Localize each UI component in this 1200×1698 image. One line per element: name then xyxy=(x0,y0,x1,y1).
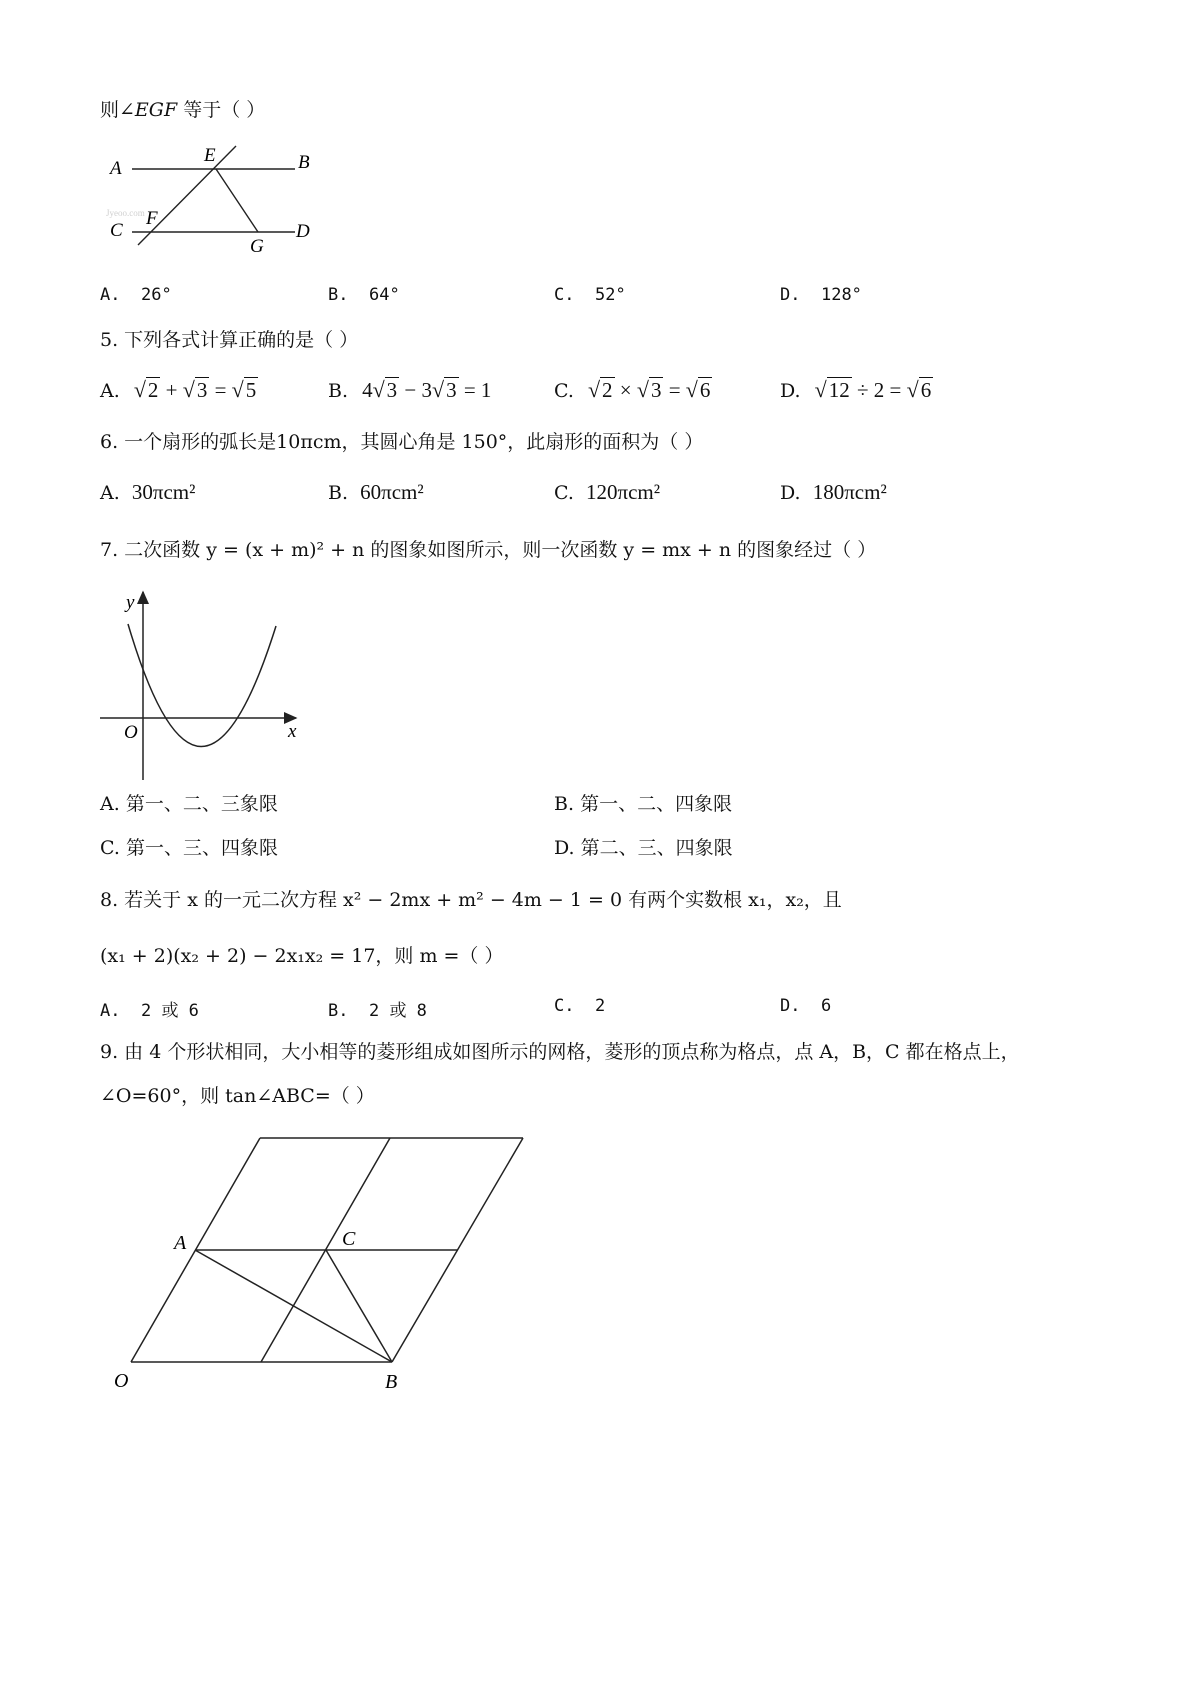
q9-stem-line2: ∠O=60°，则 tan∠ABC=（ ） xyxy=(100,1085,375,1107)
q4-option-d: D. 128° xyxy=(780,285,862,305)
label-origin: O xyxy=(124,722,138,743)
q8-stem-line1: 8. 若关于 x 的一元二次方程 x² − 2mx + m² − 4m − 1 = 0 有两个实数根 x₁，x₂，且 xyxy=(100,889,842,911)
q7-option-a: A. 第一、二、三象限 xyxy=(100,793,278,815)
segment-eg xyxy=(216,169,258,232)
label-b: B xyxy=(385,1371,398,1393)
parabola xyxy=(128,624,276,747)
q5-option-d-math: √12 ÷ 2 = √6 xyxy=(814,377,932,402)
q7-stem: 7. 二次函数 y = (x + m)² + n 的图象如图所示，则一次函数 y = mx + n 的图象经过（ ） xyxy=(100,539,877,561)
q5-option-c: C. √2 × √3 = √6 xyxy=(554,377,711,402)
label-e: E xyxy=(204,145,216,166)
q4-option-c: C. 52° xyxy=(554,285,626,305)
label-y: y xyxy=(126,592,135,613)
q5-stem: 5. 下列各式计算正确的是（ ） xyxy=(100,329,359,351)
label-o: O xyxy=(114,1370,129,1392)
q7-figure xyxy=(90,580,320,790)
q8-option-a: A. 2 或 6 xyxy=(100,1001,199,1021)
q5-option-b: B. 4√3 − 3√3 = 1 xyxy=(328,377,492,402)
segment-ab xyxy=(195,1250,392,1362)
label-b: B xyxy=(298,152,310,173)
q6-stem: 6. 一个扇形的弧长是10πcm，其圆心角是 150°，此扇形的面积为（ ） xyxy=(100,431,704,453)
q6-option-d: D. 180πcm² xyxy=(780,480,887,504)
q7-option-b: B. 第一、二、四象限 xyxy=(554,793,733,815)
q5-option-d: D. √12 ÷ 2 = √6 xyxy=(780,377,932,402)
transversal-ef xyxy=(138,146,236,245)
q6-option-c: C. 120πcm² xyxy=(554,480,661,504)
q7-option-d: D. 第二、三、四象限 xyxy=(554,837,733,859)
segment-cb xyxy=(326,1250,392,1362)
label-f: F xyxy=(146,208,158,229)
q4-figure xyxy=(100,140,330,265)
label-c: C xyxy=(342,1228,356,1250)
watermark: Jyeoo.com xyxy=(106,208,145,218)
q7-option-c: C. 第一、三、四象限 xyxy=(100,837,278,859)
q5-option-b-math: 4√3 − 3√3 = 1 xyxy=(362,377,492,402)
label-a: A xyxy=(174,1232,187,1254)
label-x: x xyxy=(288,721,297,742)
q4-option-a: A. 26° xyxy=(100,285,172,305)
q5-option-c-math: √2 × √3 = √6 xyxy=(587,377,711,402)
q8-stem-line2: (x₁ + 2)(x₂ + 2) − 2x₁x₂ = 17，则 m =（ ） xyxy=(100,945,504,967)
label-a: A xyxy=(110,158,122,179)
q8-option-b: B. 2 或 8 xyxy=(328,1001,427,1021)
q5-option-a: A. √2 + √3 = √5 xyxy=(100,377,257,402)
label-d: D xyxy=(296,221,310,242)
q6-option-b: B. 60πcm² xyxy=(328,480,424,504)
q4-option-b: B. 64° xyxy=(328,285,400,305)
q6-option-a: A. 30πcm² xyxy=(100,480,196,504)
q5-option-a-math: √2 + √3 = √5 xyxy=(133,377,257,402)
q4-stem: 则∠EGF 等于（ ） xyxy=(100,99,266,121)
q9-stem-line1: 9. 由 4 个形状相同，大小相等的菱形组成如图所示的网格，菱形的顶点称为格点，点 A，B，C 都在格点上， xyxy=(100,1041,1020,1063)
q8-option-d: D. 6 xyxy=(780,996,832,1016)
q8-option-c: C. 2 xyxy=(554,996,606,1016)
label-c: C xyxy=(110,220,123,241)
label-g: G xyxy=(250,236,264,257)
q9-figure xyxy=(100,1125,540,1400)
